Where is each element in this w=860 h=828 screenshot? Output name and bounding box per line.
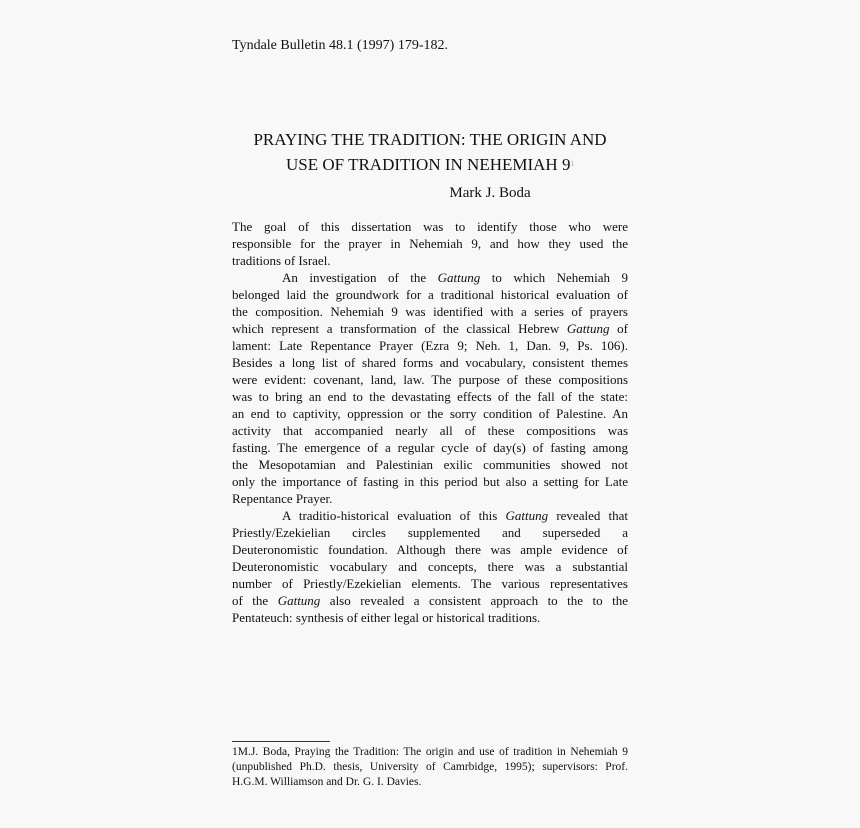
text-line: An investigation of the Gattung to which Nehemiah 9 [282,270,628,285]
text-line: activity that accompanied nearly all of these compositions was [232,423,628,438]
text-line: (unpublished Ph.D. thesis, University of Camrbidge, 1995); supervisors: Prof. [232,761,628,773]
text-line: an end to captivity, oppression or the sorry condition of Palestine. An [232,406,628,421]
text-line: of the Gattung also revealed a consistent approach to the to the [232,593,628,608]
text-line: Pentateuch: synthesis of either legal or historical traditions. [232,610,541,625]
text-line: 1M.J. Boda, Praying the Tradition: The origin and use of tradition in Nehemiah 9 [232,746,628,758]
text-line: The goal of this dissertation was to identify those who were [232,219,628,234]
text-line: Priestly/Ezekielian circles supplemented and superseded a [232,525,628,540]
author: Mark J. Boda [449,185,531,201]
text-line: Repentance Prayer. [232,491,333,506]
text-line: lament: Late Repentance Prayer (Ezra 9; Neh. 1, Dan. 9, Ps. 106). [232,338,628,353]
text-line: which represent a transformation of the classical Hebrew Gattung of [232,321,628,336]
text-line: the Mesopotamian and Palestinian exilic communities showed not [232,457,628,472]
text-line: Deuteronomistic foundation. Although there was ample evidence of [232,542,628,557]
text-line: Besides a long list of shared forms and vocabulary, consistent themes [232,355,628,370]
text-line: belonged laid the groundwork for a traditional historical evaluation of [232,287,628,302]
article-title [225,127,635,177]
title-line-2 [225,152,635,177]
footnote-mark: 1 [570,160,574,168]
footnote-divider [232,741,330,742]
text-line: number of Priestly/Ezekielian elements. The various representatives [232,576,628,591]
title-line-1: PRAYING THE TRADITION: THE ORIGIN AND [253,130,607,149]
journal-reference: Tyndale Bulletin 48.1 (1997) 179-182. [232,38,448,53]
abstract-body [232,218,628,626]
text-line: traditions of Israel. [232,253,331,268]
text-line: Deuteronomistic vocabulary and concepts, there was a substantial [232,559,628,574]
footnote [232,745,628,790]
title-line-2-text: USE OF TRADITION IN NEHEMIAH 9 [286,155,571,174]
text-line: were evident: covenant, land, law. The purpose of these compositions [232,372,628,387]
text-line: only the importance of fasting in this period but also a setting for Late [232,474,628,489]
text-line: A traditio-historical evaluation of this Gattung revealed that [282,508,629,523]
text-line: fasting. The emergence of a regular cycle of day(s) of fasting among [232,440,628,455]
text-line: the composition. Nehemiah 9 was identified with a series of prayers [232,304,628,319]
text-line: H.G.M. Williamson and Dr. G. I. Davies. [232,776,422,788]
text-line: responsible for the prayer in Nehemiah 9, and how they used the [232,236,628,251]
text-line: was to bring an end to the devastating effects of the fall of the state: [232,389,628,404]
